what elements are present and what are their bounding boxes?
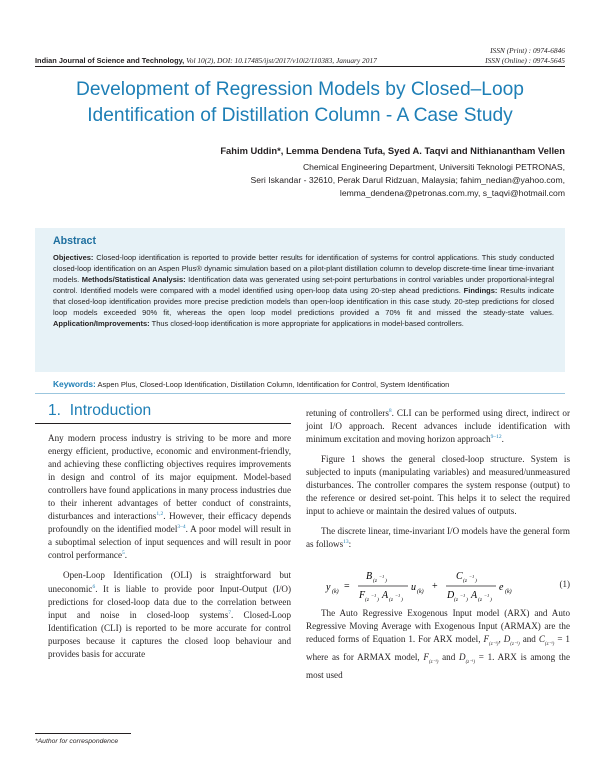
section-heading [48, 402, 151, 420]
svg-text:C: C [456, 571, 463, 582]
application-label: Application/Improvements: [53, 319, 150, 328]
svg-text:): ) [385, 578, 387, 584]
svg-text:(z: (z [454, 597, 458, 603]
citation-link[interactable]: 6 [92, 583, 96, 590]
paragraph: Figure 1 shows the general closed-loop structure. System is subjected to inputs (manipulating variables) and measured/unmeasured disturbances. The controller compares the system response (output) to the reference or desired set-point. This helps it to select the required input to achieve or maintain the desired values of outputs. [306, 454, 570, 517]
svg-text:D: D [447, 590, 455, 601]
svg-text:(z: (z [478, 597, 482, 603]
keywords [53, 379, 449, 389]
findings-label: Findings: [463, 286, 498, 295]
journal-name: Indian Journal of Science and Technology, [35, 56, 185, 65]
issn-block [485, 46, 565, 66]
svg-text:B: B [366, 571, 373, 582]
svg-text:y: y [326, 582, 331, 593]
inline-math: $F_{(z^{-1})}$, $D_{(z^{-1})}$ [483, 634, 520, 647]
author-list: Fahim Uddin*, Lemma Dendena Tufa, Syed A. Taqvi and Nithianantham Vellen [220, 145, 565, 156]
svg-text:u: u [411, 582, 416, 593]
issn-online: ISSN (Online) : 0974-5645 [485, 56, 565, 65]
inline-math: $F_{(z^{-1})}$ [423, 651, 439, 665]
keywords-text: Aspen Plus, Closed-Loop Identification, Distillation Column, Identification for Control, System Identification [97, 380, 450, 389]
methods-label: Methods/Statistical Analysis: [81, 275, 186, 284]
svg-text:F: F [359, 590, 366, 601]
svg-text:−1: −1 [484, 593, 490, 598]
section-rule [35, 423, 291, 424]
affiliation-line-2: Seri Iskandar - 32610, Perak Darul Ridzuan, Malaysia; fahim_nedian@yahoo.com, [250, 174, 565, 185]
left-column [48, 432, 291, 661]
citation-link[interactable]: 8 [388, 407, 392, 414]
svg-text:(z: (z [365, 597, 369, 603]
citation-link[interactable]: 5 [121, 550, 125, 557]
methods-text: Identification data was generated using set-point perturbations in control variables under proportional-integral control. Identified models were compared with a model identified using open-loop data using 20-step ahead predictions. [53, 275, 554, 295]
title-line-2: Identification of Distillation Column - A Case Study [87, 105, 513, 126]
right-column-top [306, 407, 570, 551]
paragraph: Open-Loop Identification (OLI) is straightforward but uneconomic$^6$. It is liable to provide poor Input-Output (I/O) predictions for closed-loop data due to the correlation between input and noise in closed-loop systems$^7$. Closed-Loop Identification (CLI) is reported to be more accurate for control purposes because it captures the closed loop behaviour and provides basis for accurate [48, 570, 291, 659]
svg-text:): ) [475, 578, 477, 584]
svg-text:=: = [344, 581, 350, 592]
svg-text:): ) [490, 597, 492, 603]
svg-text:A: A [382, 590, 389, 601]
paragraph: The Auto Regressive Exogenous Input model (ARX) and Auto Regressive Moving Average with Exogenous Input (ARMAX) are the reduced forms of Equation 1. For ARX model, $F_{(z^{-1})}$, $D_{(z^{-1})}$ and $C_{(z^{-1})} = 1$ where as for ARMAX model, $F_{(z^{-1})}$ and $D_{(z^{-1})} = 1$. ARX is among the most used [306, 608, 570, 680]
svg-text:(k): (k) [332, 589, 339, 595]
running-header [35, 56, 377, 65]
citation-link[interactable]: 13 [343, 539, 349, 546]
svg-text:+: + [432, 581, 438, 592]
svg-text:): ) [401, 597, 403, 603]
affiliation [251, 161, 565, 199]
paragraph: retuning of controllers$^8$. CLI can be performed using direct, indirect or joint I/O approach. Recent advances include identification with minimum excitation and moving horizon approach$^{9-12}$. [306, 407, 570, 445]
svg-text:(k): (k) [505, 589, 512, 595]
abstract-body [53, 252, 554, 329]
paper-title [35, 77, 565, 129]
footnote: *Author for correspondence [35, 738, 119, 745]
citation-link[interactable]: 7 [228, 609, 232, 616]
citation-link[interactable]: 1,2 [156, 511, 164, 518]
svg-text:(z: (z [373, 578, 377, 584]
svg-text:(z: (z [389, 597, 393, 603]
svg-text:−1: −1 [469, 574, 475, 579]
header-rule [35, 66, 565, 67]
title-line-1: Development of Regression Models by Closed–Loop [76, 79, 524, 100]
objectives-label: Objectives: [53, 253, 94, 262]
equation-number: (1) [559, 579, 570, 589]
svg-text:(k): (k) [417, 589, 424, 595]
affiliation-line-3: lemma_dendena@petronas.com.my, s_taqvi@hotmail.com [339, 187, 565, 198]
journal-details: Vol 10(2), DOI: 10.17485/ijst/2017/v10i2/110383, January 2017 [186, 56, 377, 65]
issn-print: ISSN (Print) : 0974-6846 [490, 46, 565, 55]
svg-text:e: e [499, 582, 504, 593]
svg-text:−1: −1 [371, 593, 377, 598]
affiliation-line-1: Chemical Engineering Department, Universiti Teknologi PETRONAS, [302, 162, 565, 172]
application-text: Thus closed-loop identification is more appropriate for applications in model-based controllers. [149, 319, 464, 328]
right-column-bottom [306, 607, 570, 682]
footnote-rule [35, 733, 131, 734]
svg-text:−1: −1 [395, 593, 401, 598]
abstract-heading: Abstract [53, 235, 96, 247]
keywords-label: Keywords: [53, 379, 96, 389]
objectives-text: Closed-loop identification is reported to provide better results for identification of systems for control applications. This study conducted closed-loop identification on an Aspen Plus® dynamic simulation based on a pilot-plant distillation column to develop discrete-time linear time-invariant models. [53, 253, 554, 284]
svg-text:): ) [466, 597, 468, 603]
svg-text:−1: −1 [379, 574, 385, 579]
svg-text:A: A [471, 590, 478, 601]
citation-link[interactable]: 9–12 [490, 434, 502, 441]
inline-math: $D_{(z^{-1})}$ [459, 651, 476, 665]
citation-link[interactable]: 3–4 [177, 524, 186, 531]
section-number: 1. [48, 402, 62, 419]
findings-text: Results indicate that closed-loop identification provides more precise prediction models than open-loop identification in this case study. 20-step predictions for closed loop models exceeded 90% fit, whereas the open loop model predictions provided a 70% fit and missed the steady-state values. [53, 286, 554, 317]
equation-graphic [320, 566, 560, 604]
svg-text:): ) [377, 597, 379, 603]
keywords-rule [35, 393, 565, 394]
svg-text:(z: (z [463, 578, 467, 584]
equation-1 [306, 566, 570, 604]
inline-math: $C_{(z^{-1})}$ [538, 634, 555, 647]
paragraph: The discrete linear, time-invariant I/O models have the general form as follows$^{13}$: [306, 526, 570, 550]
svg-text:−1: −1 [460, 593, 466, 598]
paragraph: Any modern process industry is striving to be more and more energy efficient, productive, economic and environment-friendly, and achieving these conflicting objectives requires improvements in design and control of its major equipment. Model-based controllers have found applications in many process industries due to their inherent advantages of better conduct of constraints, disturbances and interactions$^{1,2}$. However, their efficacy depends profoundly on the identified model$^{3-4}$. A poor model will result in a suboptimal selection of input sequences and will result in poor control performance$^5$. [48, 433, 291, 561]
section-title: Introduction [69, 402, 152, 419]
